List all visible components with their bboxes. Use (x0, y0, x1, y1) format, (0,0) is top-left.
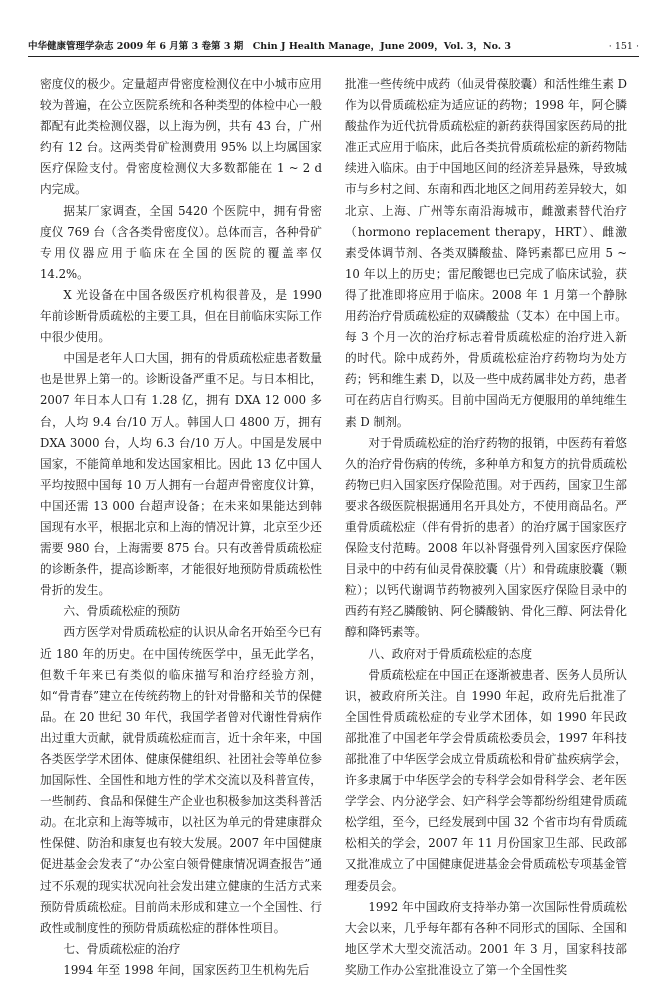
paragraph: 对于骨质疏松症的治疗药物的报销，中医药有着悠久的治疗骨伤病的传统，多种单方和复方的抗骨质疏松药物已归入国家医疗保险范围。对于西药，国家卫生部要求各级医院根据通用名开具处方，不使用商品名。严重骨质疏松症（伴有骨折的患者）的治疗属于国家医疗保险支付范畴。2008 年以补肾强骨列入国家医疗保险目录中的中药有仙灵骨葆胶囊（片）和骨疏康胶囊（颗粒）；以钙代谢调节药物被列入国家医疗保险目录中的西药有羟乙膦酸钠、阿仑膦酸钠、骨化三醇、阿法骨化醇和降钙素等。 (345, 435, 627, 640)
page-number: · 151 · (608, 41, 639, 52)
paragraph: 批准一些传统中成药（仙灵骨葆胶囊）和活性维生素 D 作为以骨质疏松症为适应证的药物；1998 年，阿仑膦酸盐作为近代抗骨质疏松症的新药获得国家医药局的批准正式应用于临床，此后各类抗骨质疏松症的新药物陆续进入临床。由于中国地区间的经济差异悬殊，导致城市与乡村之间、东南和西北地区之间用药差异较大，如北京、上海、广州等东南沿海城市，雌激素替代治疗（hormono replacement therapy，HRT）、雌激素受体调节剂、各类双膦酸盐、降钙素都已应用 5 ~ 10 年以上的历史；雷尼酸锶也已完成了临床试验，获得了批准即将应用于临床。2008 年 1 月第一个静脉用药治疗骨质疏松症的双磷酸盐（艾本）在中国上市。每 3 个月一次的治疗标志着骨质疏松症的治疗进入新的时代。除中成药外，骨质疏松症治疗药物均为处方药；钙和维生素 D，以及一些中成药属非处方药，患者可在药店自行购买。目前中国尚无方便服用的单纯维生素 D 制剂。 (345, 77, 627, 429)
paragraph: 西方医学对骨质疏松症的认识从命名开始至今已有近 180 年的历史。在中国传统医学中，虽无此学名，但数千年来已有类似的临床描写和治疗经验方剂，如“骨青春”建立在传统药物上的针对骨骼和关节的保健品。在 20 世纪 30 年代，我国学者曾对代谢性骨病作出过重大贡献，就骨质疏松症而言，近十余年来，中国各类医学学术团体、健康保健组织、社团社会等单位参加国际性、全国性和地方性的学术交流以及科普宣传，一些制药、食品和保健生产企业也积极参加这类科普活动。在北京和上海等城市，以社区为单元的骨建康群众性保健、防治和康复也有较大发展。2007 年中国健康促进基金会发表了“办公室白领骨健康情况调查报告”通过不乐观的现实状况向社会发出建立健康的生活方式来预防骨质疏松症。目前尚未形成和建立一个全国性、行政性或制度性的预防骨质疏松症的群体性项目。 (40, 625, 322, 935)
paragraph: 1994 年至 1998 年间，国家医药卫生机构先后 (63, 962, 310, 977)
section-heading-treatment: 七、骨质疏松症的治疗 (63, 941, 181, 956)
paragraph: X 光设备在中国各级医疗机构很普及，是 1990 年前诊断骨质疏松的主要工具，但在目前临床实际工作中很少使用。 (40, 287, 322, 345)
paragraph: 据某厂家调查，全国 5420 个医院中，拥有骨密度仪 769 台（含各类骨密度仪）。总体而言，各种骨矿专用仪器应用于临床在全国的医院的覆盖率仅 14.2%。 (40, 203, 322, 281)
paragraph: 1992 年中国政府支持举办第一次国际性骨质疏松大会以来，几乎每年都有各种不同形式的国际、全国和地区学术大型交流活动。2001 年 3 月，国家科技部奖励工作办公室批准设立了第一个全国性奖 (345, 899, 627, 977)
section-heading-prevention: 六、骨质疏松症的预防 (63, 604, 181, 619)
paragraph: 骨质疏松症在中国正在逐渐被患者、医务人员所认识，被政府所关注。自 1990 年起，政府先后批准了全国性骨质疏松症的专业学术团体，如 1990 年民政部批准了中国老年学会骨质疏松委员会，1997 年科技部批准了中华医学会成立骨质疏松和骨矿盐疾病学会，许多隶属于中华医学会的专科学会如骨科学会、老年医学学会、内分泌学会、妇产科学会等都纷纷组建骨质疏松学组，至今，已经发展到中国 32 个省市均有骨质疏松相关的学会，2007 年 11 月份国家卫生部、民政部又批准成立了中国健康促进基金会骨质疏松专项基金管理委员会。 (345, 667, 627, 893)
paragraph: 密度仪的极少。定量超声骨密度检测仪在中小城市应用较为普遍，在公立医院系统和各种类型的体检中心一般都配有此类检测仪器，以上海为例，共有 43 台，广州约有 12 台。这两类骨矿检测费用 95% 以上均属国家医疗保险支付。骨密度检测仪大多数都能在 1 ~ 2 d 内完成。 (40, 77, 322, 197)
paragraph: 中国是老年人口大国，拥有的骨质疏松症患者数量也是世界上第一的。诊断设备严重不足。与日本相比，2007 年日本人口有 1.28 亿，拥有 DXA 12 000 多台，人均 9.4 台/10 万人。韩国人口 4800 万，拥有 DXA 3000 台，人均 6.3 台/10 万人。中国是发展中国家，不能简单地和发达国家相比。因此 13 亿中国人平均按照中国每 10 万人拥有一台超声骨密度仪计算，中国还需 13 000 台超声设备；在未来如果能达到韩国现有水平，根据北京和上海的情况计算，北京至少还需要 980 台，上海需要 875 台。只有改善骨质疏松症的诊断条件，提高诊断率，才能很好地预防骨质疏松性骨折的发生。 (40, 351, 322, 598)
running-header (28, 40, 639, 57)
section-heading-government: 八、政府对于骨质疏松症的态度 (368, 646, 533, 661)
journal-citation: 中华健康管理学杂志 2009 年 6 月第 3 卷第 3 期 Chin J Health Manage，June 2009，Vol. 3，No. 3 (28, 41, 511, 52)
right-column (345, 74, 627, 981)
left-column (40, 74, 322, 981)
